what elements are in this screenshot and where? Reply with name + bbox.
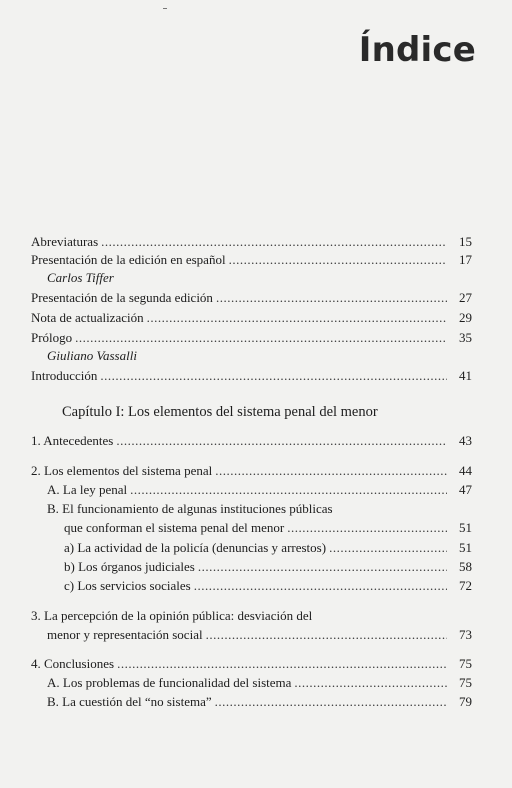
toc-entry-page: 41 bbox=[459, 368, 472, 383]
dot-leader bbox=[198, 558, 447, 575]
dot-leader bbox=[116, 432, 447, 449]
toc-entry-percepcion-opinion-publica bbox=[47, 626, 472, 643]
dot-leader bbox=[206, 626, 447, 643]
toc-entry-label: Presentación de la edición en español bbox=[31, 252, 226, 267]
toc-entry-label-line1: 3. La percepción de la opinión pública: desviación del bbox=[31, 608, 313, 623]
toc-entry-label: Prólogo bbox=[31, 330, 73, 345]
toc-entry-label: A. La ley penal bbox=[47, 482, 128, 497]
toc-entry-page: 15 bbox=[459, 234, 472, 249]
toc-entry-funcionamiento-instituciones bbox=[64, 519, 472, 536]
dot-leader bbox=[130, 481, 447, 498]
dot-leader bbox=[100, 367, 447, 384]
toc-entry-page: 47 bbox=[459, 482, 472, 497]
toc-entry-label: 4. Conclusiones bbox=[31, 656, 115, 671]
toc-entry-page: 79 bbox=[459, 694, 472, 709]
toc-entry-label: c) Los servicios sociales bbox=[64, 578, 191, 593]
toc-entry-label: 1. Antecedentes bbox=[31, 433, 114, 448]
toc-entry-ley-penal bbox=[47, 481, 472, 498]
toc-entry-label: Abreviaturas bbox=[31, 234, 99, 249]
toc-entry-introduccion bbox=[31, 367, 472, 384]
toc-entry-page: 73 bbox=[459, 627, 472, 642]
toc-entry-prologo bbox=[31, 329, 472, 346]
toc-entry-label-line1: B. El funcionamiento de algunas instituciones públicas bbox=[47, 501, 333, 516]
toc-entry-label: b) Los órganos judiciales bbox=[64, 559, 195, 574]
page-title: Índice bbox=[358, 30, 476, 70]
toc-entry-actividad-policia bbox=[64, 539, 472, 556]
toc-entry-page: 17 bbox=[459, 252, 472, 267]
toc-entry-servicios-sociales bbox=[64, 577, 472, 594]
toc-entry-page: 51 bbox=[459, 540, 472, 555]
toc-entry-problemas-funcionalidad bbox=[47, 674, 472, 691]
dot-leader bbox=[147, 309, 447, 326]
dot-leader bbox=[194, 577, 447, 594]
toc-entry-label: que conforman el sistema penal del menor bbox=[64, 520, 285, 535]
toc-entry-presentacion-segunda bbox=[31, 289, 472, 306]
toc-entry-label: Nota de actualización bbox=[31, 310, 144, 325]
toc-entry-presentacion-espanol bbox=[31, 251, 472, 268]
toc-author: Carlos Tiffer bbox=[47, 270, 114, 285]
toc-entry-antecedentes bbox=[31, 432, 472, 449]
toc-entry-no-sistema bbox=[47, 693, 472, 710]
toc-entry-label: Presentación de la segunda edición bbox=[31, 290, 213, 305]
toc-entry-page: 75 bbox=[459, 675, 472, 690]
toc-entry-abreviaturas bbox=[31, 233, 472, 250]
toc-entry-label: A. Los problemas de funcionalidad del sistema bbox=[47, 675, 292, 690]
toc-entry-label: a) La actividad de la policía (denuncias y arrestos) bbox=[64, 540, 327, 555]
toc-entry-page: 75 bbox=[459, 656, 472, 671]
dot-leader bbox=[75, 329, 447, 346]
toc-entry-elementos-sistema-penal bbox=[31, 462, 472, 479]
toc-entry-label: 2. Los elementos del sistema penal bbox=[31, 463, 213, 478]
toc-entry-label: Introducción bbox=[31, 368, 98, 383]
dot-leader bbox=[287, 519, 447, 536]
toc-entry-page: 27 bbox=[459, 290, 472, 305]
chapter-heading: Capítulo I: Los elementos del sistema penal del menor bbox=[62, 404, 378, 420]
dot-leader bbox=[294, 674, 447, 691]
toc-entry-label: B. La cuestión del “no sistema” bbox=[47, 694, 212, 709]
toc-entry-page: 43 bbox=[459, 433, 472, 448]
toc-entry-page: 51 bbox=[459, 520, 472, 535]
toc-entry-page: 58 bbox=[459, 559, 472, 574]
dot-leader bbox=[117, 655, 447, 672]
toc-author: Giuliano Vassalli bbox=[47, 348, 137, 363]
toc-entry-organos-judiciales bbox=[64, 558, 472, 575]
toc-entry-conclusiones bbox=[31, 655, 472, 672]
toc-entry-page: 44 bbox=[459, 463, 472, 478]
dot-leader bbox=[101, 233, 447, 250]
toc-entry-page: 72 bbox=[459, 578, 472, 593]
dot-leader bbox=[229, 251, 447, 268]
dot-leader bbox=[329, 539, 447, 556]
dot-leader bbox=[215, 693, 447, 710]
dot-leader bbox=[215, 462, 447, 479]
toc-entry-label: menor y representación social bbox=[47, 627, 203, 642]
toc-entry-page: 29 bbox=[459, 310, 472, 325]
dot-leader bbox=[216, 289, 447, 306]
toc-entry-nota-actualizacion bbox=[31, 309, 472, 326]
toc-entry-page: 35 bbox=[459, 330, 472, 345]
